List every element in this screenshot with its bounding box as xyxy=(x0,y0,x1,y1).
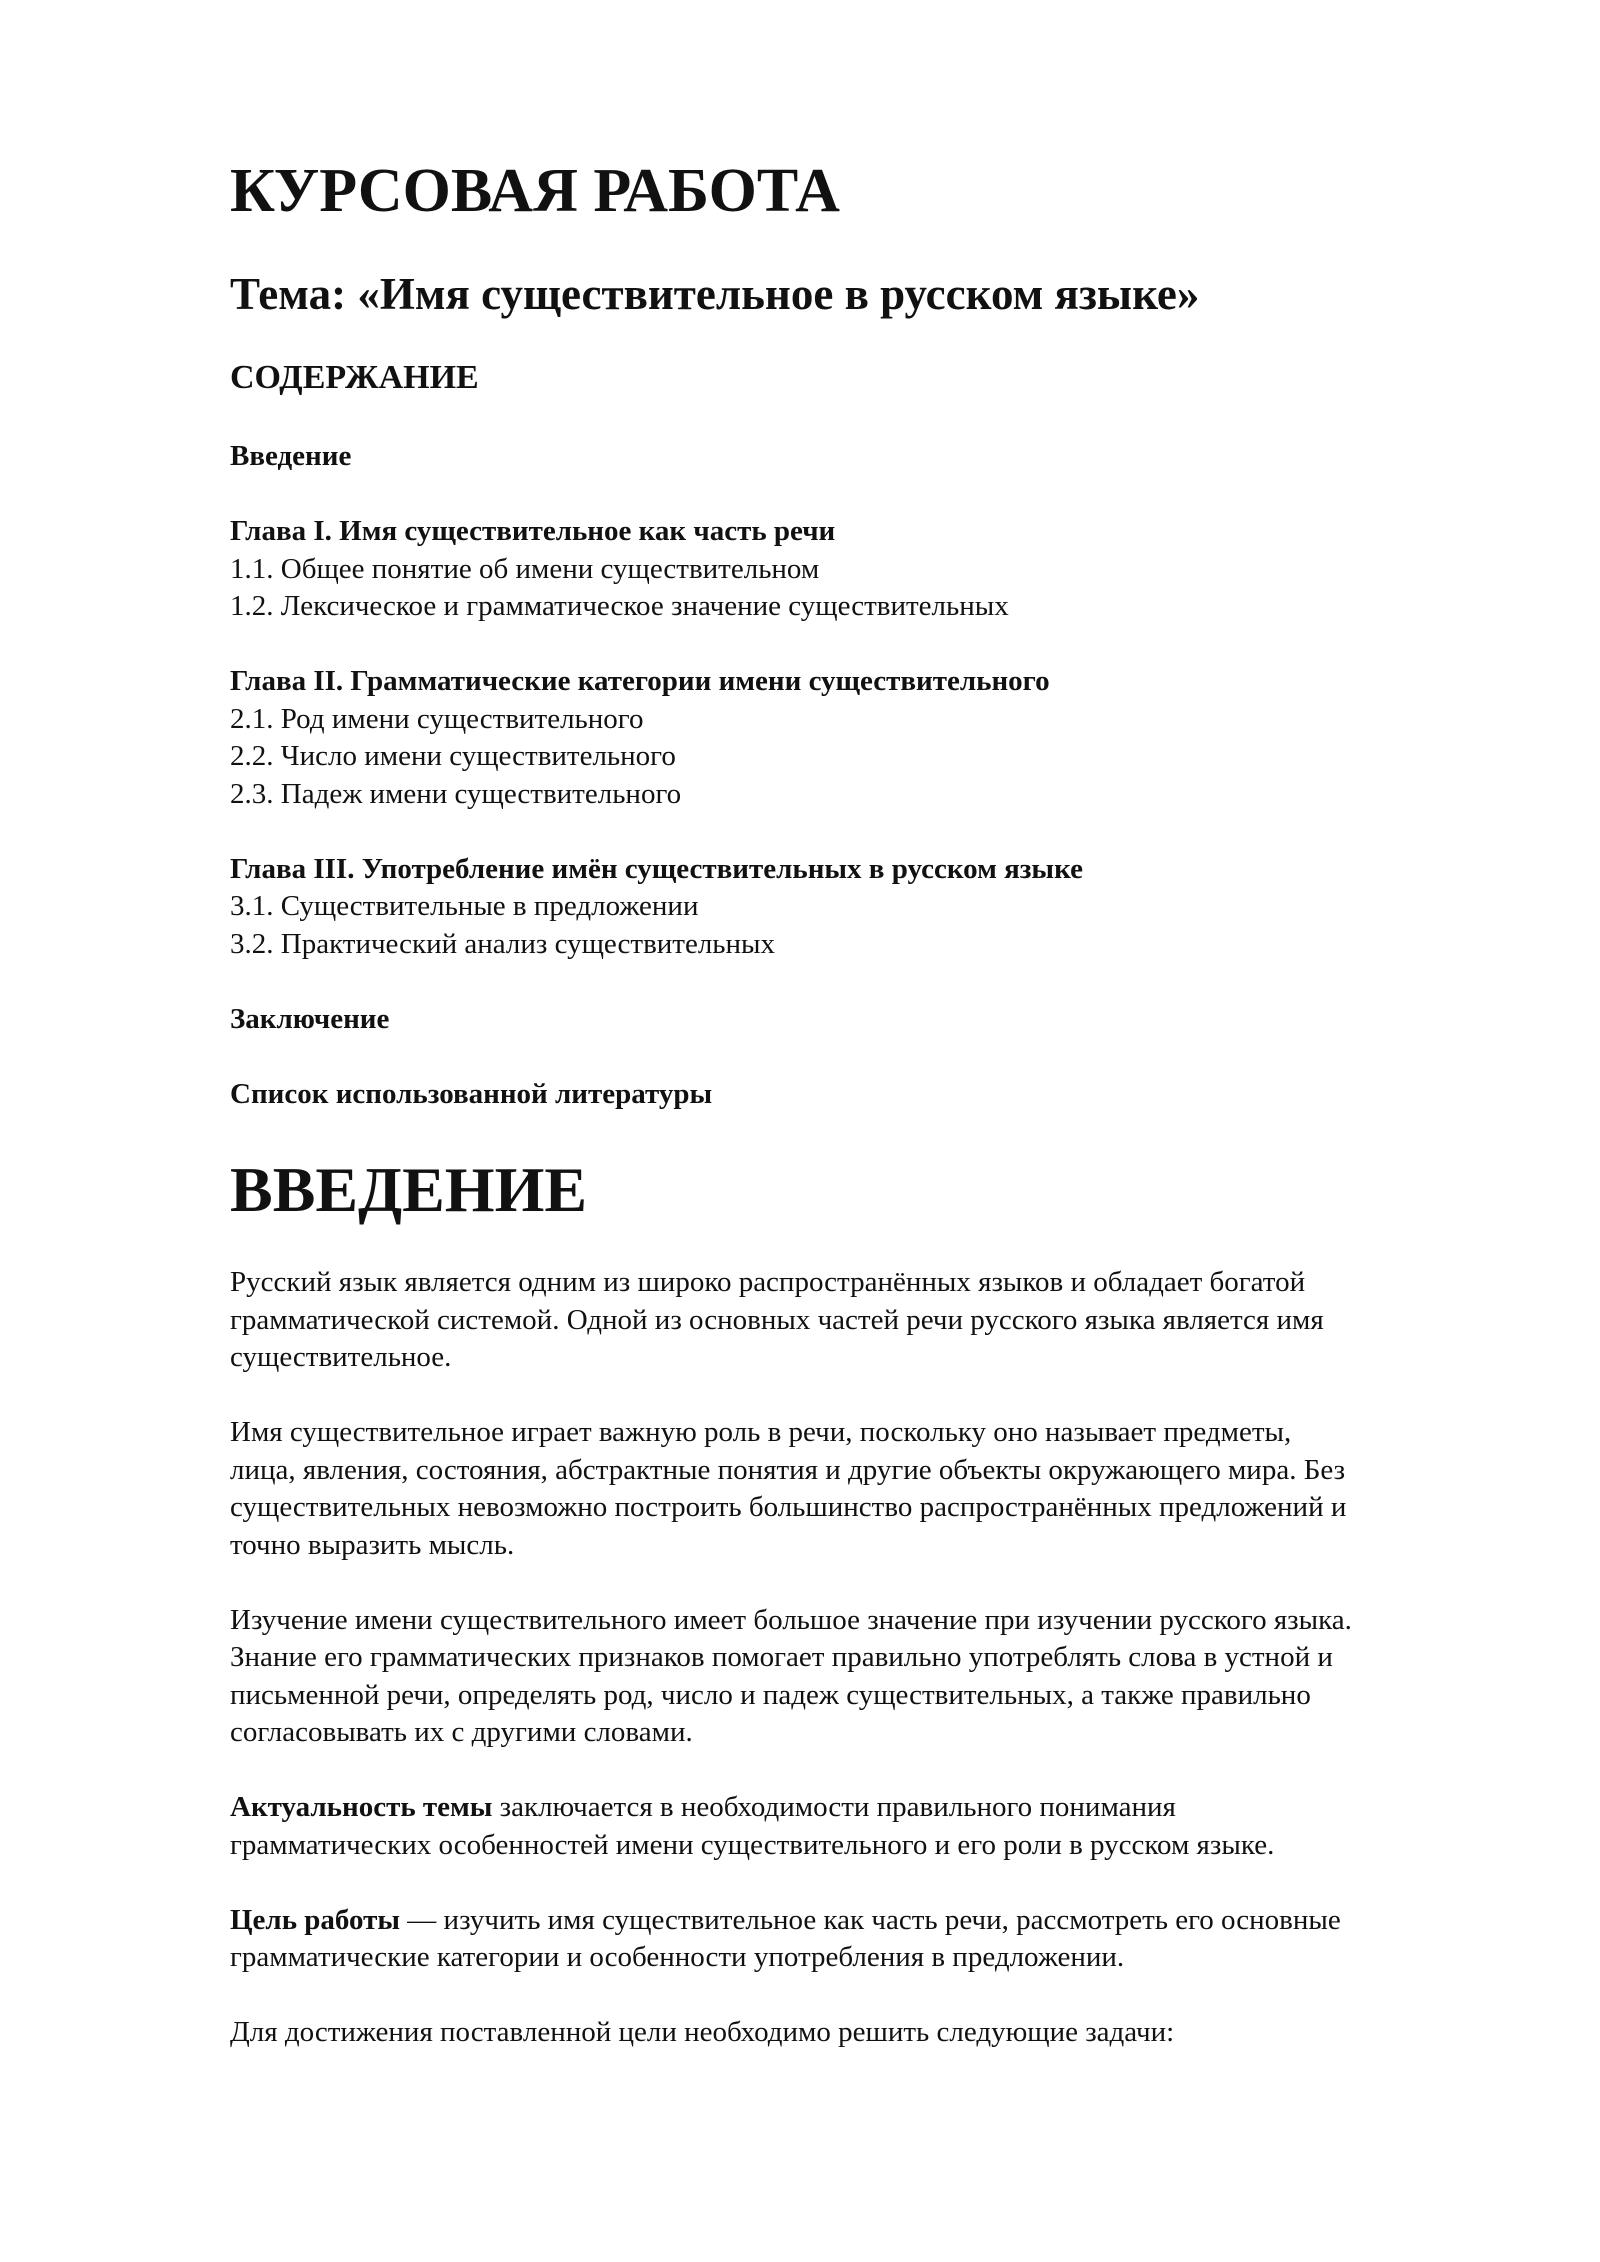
tasks-intro-line: Для достижения поставленной цели необходимо решить следующие задачи: xyxy=(230,2016,1175,2048)
goal-text: — изучить имя существительное как часть речи, рассмотреть его основные xyxy=(400,1903,1341,1936)
toc-chapter-1 xyxy=(230,513,1510,626)
paragraph-line: лица, явления, состояния, абстрактные понятия и другие объекты окружающего мира. Без xyxy=(230,1453,1346,1486)
toc-section: 3.2. Практический анализ существительных xyxy=(230,927,776,960)
document-topic: Тема: «Имя существительное в русском языке» xyxy=(230,269,1200,319)
toc-bibliography: Список использованной литературы xyxy=(230,1077,713,1110)
toc-section: 1.1. Общее понятие об имени существительном xyxy=(230,552,820,585)
toc-introduction-group xyxy=(230,438,1510,476)
tasks-intro-paragraph xyxy=(230,2014,1510,2052)
toc-conclusion: Заключение xyxy=(230,1002,390,1035)
goal-line xyxy=(230,1902,1510,1940)
relevance-paragraph xyxy=(230,1789,1510,1864)
toc-section: 2.2. Число имени существительного xyxy=(230,740,676,772)
toc-bibliography-group xyxy=(230,1076,1510,1114)
document-title: КУРСОВАЯ РАБОТА xyxy=(230,157,840,225)
toc-section: 2.1. Род имени существительного xyxy=(230,702,644,735)
paragraph-line: грамматической системой. Одной из основных частей речи русского языка является имя xyxy=(230,1303,1324,1336)
relevance-label: Актуальность темы xyxy=(230,1791,493,1823)
paragraph-line: Имя существительное играет важную роль в речи, поскольку оно называет предметы, xyxy=(230,1416,1292,1448)
paragraph-line: Изучение имени существительного имеет большое значение при изучении русского языка. xyxy=(230,1603,1352,1636)
paragraph-line: существительное. xyxy=(230,1341,452,1373)
toc-chapter-2 xyxy=(230,663,1510,813)
toc-conclusion-group xyxy=(230,1001,1510,1039)
toc-section: 3.1. Существительные в предложении xyxy=(230,890,699,922)
introduction-body xyxy=(230,1264,1510,2089)
toc-chapter-title: Глава II. Грамматические категории имени существительного xyxy=(230,665,1050,697)
toc-chapter-title: Глава I. Имя существительное как часть речи xyxy=(230,515,836,547)
toc-chapter-title: Глава III. Употребление имён существительных в русском языке xyxy=(230,852,1083,885)
paragraph-line: точно выразить мысль. xyxy=(230,1528,515,1561)
goal-line: грамматические категории и особенности употребления в предложении. xyxy=(230,1941,1125,1973)
relevance-line xyxy=(230,1789,1510,1827)
paragraph-line: существительных невозможно построить большинство распространённых предложений и xyxy=(230,1491,1347,1523)
goal-label: Цель работы xyxy=(230,1903,401,1936)
paragraph-line: Русский язык является одним из широко распространённых языков и обладает богатой xyxy=(230,1266,1306,1298)
table-of-contents xyxy=(230,438,1510,1151)
paragraph-2 xyxy=(230,1414,1510,1564)
goal-paragraph xyxy=(230,1902,1510,1977)
paragraph-1 xyxy=(230,1264,1510,1377)
contents-heading: СОДЕРЖАНИЕ xyxy=(230,359,479,396)
introduction-heading: ВВЕДЕНИЕ xyxy=(230,1154,588,1225)
paragraph-line: Знание его грамматических признаков помогает правильно употреблять слова в устной и xyxy=(230,1641,1333,1673)
paragraph-line: письменной речи, определять род, число и падеж существительных, а также правильно xyxy=(230,1678,1311,1711)
toc-section: 2.3. Падеж имени существительного xyxy=(230,777,682,810)
toc-introduction: Введение xyxy=(230,440,352,472)
relevance-text: заключается в необходимости правильного понимания xyxy=(492,1791,1176,1823)
toc-section: 1.2. Лексическое и грамматическое значение существительных xyxy=(230,590,1009,622)
relevance-line: грамматических особенностей имени существительного и его роли в русском языке. xyxy=(230,1828,1275,1861)
paragraph-line: согласовывать их с другими словами. xyxy=(230,1716,693,1748)
toc-chapter-3 xyxy=(230,851,1510,964)
paragraph-3 xyxy=(230,1602,1510,1752)
